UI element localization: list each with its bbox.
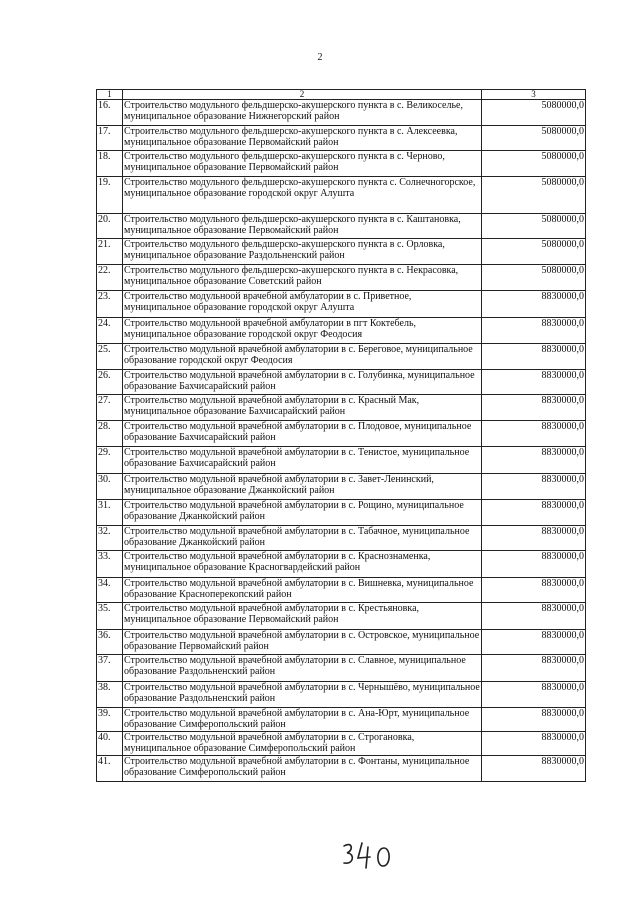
row-description: Строительство модульной врачебной амбулатории в с. Завет-Ленинский, муниципальное образование Джанкойский район [123, 474, 482, 500]
row-amount: 8830000,0 [482, 370, 586, 395]
row-description: Строительство модульной врачебной амбулатории в с. Голубинка, муниципальное образование Бахчисарайский район [123, 370, 482, 395]
row-amount: 8830000,0 [482, 395, 586, 421]
row-number: 35. [97, 603, 123, 630]
row-amount: 5080000,0 [482, 239, 586, 265]
row-description: Строительство модульной врачебной амбулатории в с. Табачное, муниципальное образование Джанкойский район [123, 526, 482, 551]
table-row [97, 126, 586, 151]
header-col-3: 3 [482, 90, 586, 100]
row-description: Строительство модульной врачебной амбулатории в с. Ана-Юрт, муниципальное образование Симферопольский район [123, 708, 482, 732]
row-number: 40. [97, 732, 123, 756]
table-row [97, 344, 586, 370]
table-row [97, 655, 586, 682]
row-amount: 8830000,0 [482, 500, 586, 526]
row-description: Строительство модульного фельдшерско-акушерского пункта в с. Орловка, муниципальное образование Раздольненский район [123, 239, 482, 265]
row-description: Строительство модульного фельдшерско-акушерского пункта в с. Каштановка, муниципальное образование Первомайский район [123, 214, 482, 239]
table-row [97, 395, 586, 421]
row-amount: 8830000,0 [482, 421, 586, 447]
row-number: 27. [97, 395, 123, 421]
row-number: 41. [97, 756, 123, 782]
row-number: 19. [97, 177, 123, 214]
row-description: Строительство модульноой врачебной амбулатории в пгт Коктебель, муниципальное образование городской округ Феодосия [123, 318, 482, 344]
row-number: 28. [97, 421, 123, 447]
row-number: 34. [97, 578, 123, 603]
table-row [97, 500, 586, 526]
table-row [97, 756, 586, 782]
row-amount: 8830000,0 [482, 630, 586, 655]
table-row [97, 630, 586, 655]
row-description: Строительство модульного фельдшерско-акушерского пункта в с. Алексеевка, муниципальное образование Первомайский район [123, 126, 482, 151]
table-row [97, 370, 586, 395]
row-amount: 8830000,0 [482, 551, 586, 578]
row-amount: 8830000,0 [482, 526, 586, 551]
row-number: 18. [97, 151, 123, 177]
row-amount: 8830000,0 [482, 603, 586, 630]
table-row [97, 447, 586, 474]
table-row [97, 578, 586, 603]
table-body [97, 100, 586, 782]
row-description: Строительство модульной врачебной амбулатории в с. Краснознаменка, муниципальное образование Красногвардейский район [123, 551, 482, 578]
table-row [97, 100, 586, 126]
row-description: Строительство модульного фельдшерско-акушерского пункта в с. Великоселье, муниципальное образование Нижнегорский район [123, 100, 482, 126]
table-row [97, 732, 586, 756]
row-amount: 8830000,0 [482, 732, 586, 756]
table-row [97, 603, 586, 630]
row-amount: 8830000,0 [482, 578, 586, 603]
table-row [97, 177, 586, 214]
table-row [97, 151, 586, 177]
row-number: 30. [97, 474, 123, 500]
row-description: Строительство модульной врачебной амбулатории в с. Крестьяновка, муниципальное образование Первомайский район [123, 603, 482, 630]
row-amount: 5080000,0 [482, 177, 586, 214]
table-row [97, 318, 586, 344]
row-number: 20. [97, 214, 123, 239]
row-amount: 8830000,0 [482, 655, 586, 682]
row-amount: 8830000,0 [482, 447, 586, 474]
table-row [97, 551, 586, 578]
table-row [97, 239, 586, 265]
row-amount: 8830000,0 [482, 291, 586, 318]
row-number: 23. [97, 291, 123, 318]
row-description: Строительство модульной врачебной амбулатории в с. Тенистое, муниципальное образование Бахчисарайский район [123, 447, 482, 474]
table-header-row [97, 90, 586, 100]
row-description: Строительство модульной врачебной амбулатории в с. Чернышёво, муниципальное образование Раздольненский район [123, 682, 482, 708]
row-number: 29. [97, 447, 123, 474]
row-number: 39. [97, 708, 123, 732]
row-amount: 5080000,0 [482, 126, 586, 151]
row-description: Строительство модульной врачебной амбулатории в с. Строгановка, муниципальное образование Симферопольский район [123, 732, 482, 756]
row-description: Строительство модульного фельдшерско-акушерского пункта с. Солнечногорское, муниципальное образование городской округ Алушта [123, 177, 482, 214]
row-amount: 8830000,0 [482, 756, 586, 782]
row-number: 37. [97, 655, 123, 682]
table-row [97, 708, 586, 732]
row-amount: 8830000,0 [482, 708, 586, 732]
table-row [97, 421, 586, 447]
row-description: Строительство модульной врачебной амбулатории в с. Береговое, муниципальное образование городской округ Феодосия [123, 344, 482, 370]
budget-table [96, 89, 586, 782]
row-amount: 5080000,0 [482, 265, 586, 291]
row-number: 38. [97, 682, 123, 708]
row-description: Строительство модульноой врачебной амбулатории в с. Приветное, муниципальное образование городской округ Алушта [123, 291, 482, 318]
row-amount: 5080000,0 [482, 151, 586, 177]
row-description: Строительство модульной врачебной амбулатории в с. Вишневка, муниципальное образование Красноперекопский район [123, 578, 482, 603]
row-description: Строительство модульной врачебной амбулатории в с. Рощино, муниципальное образование Джанкойский район [123, 500, 482, 526]
row-number: 24. [97, 318, 123, 344]
row-number: 36. [97, 630, 123, 655]
header-col-2: 2 [123, 90, 482, 100]
table-row [97, 474, 586, 500]
row-amount: 5080000,0 [482, 100, 586, 126]
table-row [97, 265, 586, 291]
table-row [97, 526, 586, 551]
row-number: 21. [97, 239, 123, 265]
row-amount: 8830000,0 [482, 318, 586, 344]
row-amount: 8830000,0 [482, 682, 586, 708]
row-description: Строительство модульной врачебной амбулатории в с. Островское, муниципальное образование Первомайский район [123, 630, 482, 655]
row-description: Строительство модульной врачебной амбулатории в с. Славное, муниципальное образование Раздольненский район [123, 655, 482, 682]
row-number: 22. [97, 265, 123, 291]
row-description: Строительство модульной врачебной амбулатории в с. Фонтаны, муниципальное образование Симферопольский район [123, 756, 482, 782]
table-row [97, 291, 586, 318]
handwritten-page-number [338, 838, 398, 872]
row-number: 32. [97, 526, 123, 551]
row-number: 17. [97, 126, 123, 151]
row-amount: 5080000,0 [482, 214, 586, 239]
row-number: 33. [97, 551, 123, 578]
row-description: Строительство модульной врачебной амбулатории в с. Красный Мак, муниципальное образование Бахчисарайский район [123, 395, 482, 421]
row-description: Строительство модульного фельдшерско-акушерского пункта в с. Некрасовка, муниципальное образование Советский район [123, 265, 482, 291]
row-amount: 8830000,0 [482, 344, 586, 370]
page-number: 2 [317, 52, 323, 63]
row-number: 26. [97, 370, 123, 395]
table-row [97, 214, 586, 239]
row-number: 16. [97, 100, 123, 126]
row-number: 31. [97, 500, 123, 526]
row-amount: 8830000,0 [482, 474, 586, 500]
header-col-1: 1 [97, 90, 123, 100]
row-description: Строительство модульного фельдшерско-акушерского пункта в с. Черново, муниципальное образование Первомайский район [123, 151, 482, 177]
table-row [97, 682, 586, 708]
row-description: Строительство модульной врачебной амбулатории в с. Плодовое, муниципальное образование Бахчисарайский район [123, 421, 482, 447]
row-number: 25. [97, 344, 123, 370]
